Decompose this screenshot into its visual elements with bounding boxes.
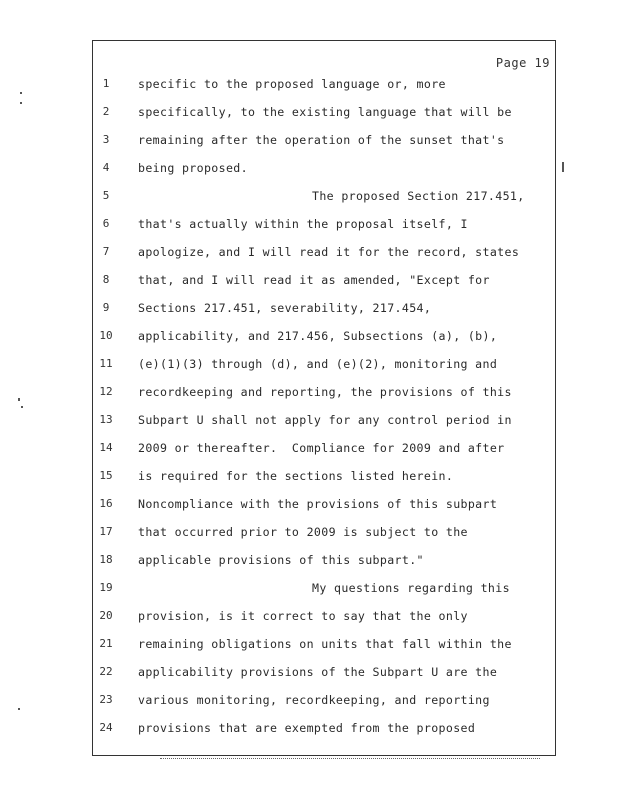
line-number: 5: [102, 189, 110, 202]
line-number: 22: [99, 665, 113, 678]
line-number: 18: [99, 553, 113, 566]
line-number: 8: [102, 273, 110, 286]
line-number: 19: [99, 581, 113, 594]
scan-speck: [20, 102, 22, 104]
transcript-line: (e)(1)(3) through (d), and (e)(2), monitoring and: [138, 357, 498, 371]
scan-noise-bottom: [160, 758, 540, 762]
line-number: 2: [102, 105, 110, 118]
transcript-line: specifically, to the existing language that will be: [138, 105, 512, 119]
transcript-line: Sections 217.451, severability, 217.454,: [138, 301, 432, 315]
transcript-line: is required for the sections listed herein.: [138, 469, 454, 483]
transcript-line: Noncompliance with the provisions of this subpart: [138, 497, 498, 511]
transcript-line: that, and I will read it as amended, "Except for: [138, 273, 490, 287]
line-number: 15: [99, 469, 113, 482]
line-number: 14: [99, 441, 113, 454]
transcript-line: provision, is it correct to say that the only: [138, 609, 468, 623]
transcript-line: apologize, and I will read it for the record, states: [138, 245, 520, 259]
transcript-line: various monitoring, recordkeeping, and reporting: [138, 693, 490, 707]
transcript-line: specific to the proposed language or, more: [138, 77, 446, 91]
line-number: 16: [99, 497, 113, 510]
scan-speck: [20, 92, 22, 94]
line-number: 3: [102, 133, 110, 146]
line-number: 4: [102, 161, 110, 174]
transcript-line: that occurred prior to 2009 is subject to the: [138, 525, 468, 539]
line-number: 9: [102, 301, 110, 314]
transcript-line: remaining obligations on units that fall within the: [138, 637, 512, 651]
line-number: 13: [99, 413, 113, 426]
transcript-line: Subpart U shall not apply for any control period in: [138, 413, 512, 427]
scan-speck: [562, 162, 564, 172]
scan-speck: [21, 406, 23, 408]
line-number: 7: [102, 245, 110, 258]
page-number: Page 19: [495, 56, 550, 70]
line-number: 11: [99, 357, 113, 370]
transcript-line: applicable provisions of this subpart.": [138, 553, 424, 567]
line-number: 20: [99, 609, 113, 622]
line-number: 12: [99, 385, 113, 398]
line-number: 1: [102, 77, 110, 90]
line-number: 6: [102, 217, 110, 230]
transcript-line: provisions that are exempted from the proposed: [138, 721, 476, 735]
line-number: 24: [99, 721, 113, 734]
scan-speck: [18, 708, 20, 710]
transcript-line: The proposed Section 217.451,: [312, 189, 525, 203]
transcript-line: 2009 or thereafter. Compliance for 2009 and after: [138, 441, 505, 455]
transcript-line: remaining after the operation of the sunset that's: [138, 133, 505, 147]
scan-speck: [18, 398, 20, 401]
line-number: 21: [99, 637, 113, 650]
line-number: 23: [99, 693, 113, 706]
line-number: 10: [99, 329, 113, 342]
transcript-line: that's actually within the proposal itself, I: [138, 217, 468, 231]
line-number: 17: [99, 525, 113, 538]
transcript-line: recordkeeping and reporting, the provisions of this: [138, 385, 512, 399]
transcript-line: being proposed.: [138, 161, 248, 175]
transcript-line: applicability, and 217.456, Subsections (a), (b),: [138, 329, 498, 343]
transcript-line: applicability provisions of the Subpart U are the: [138, 665, 498, 679]
transcript-line: My questions regarding this: [312, 581, 510, 595]
